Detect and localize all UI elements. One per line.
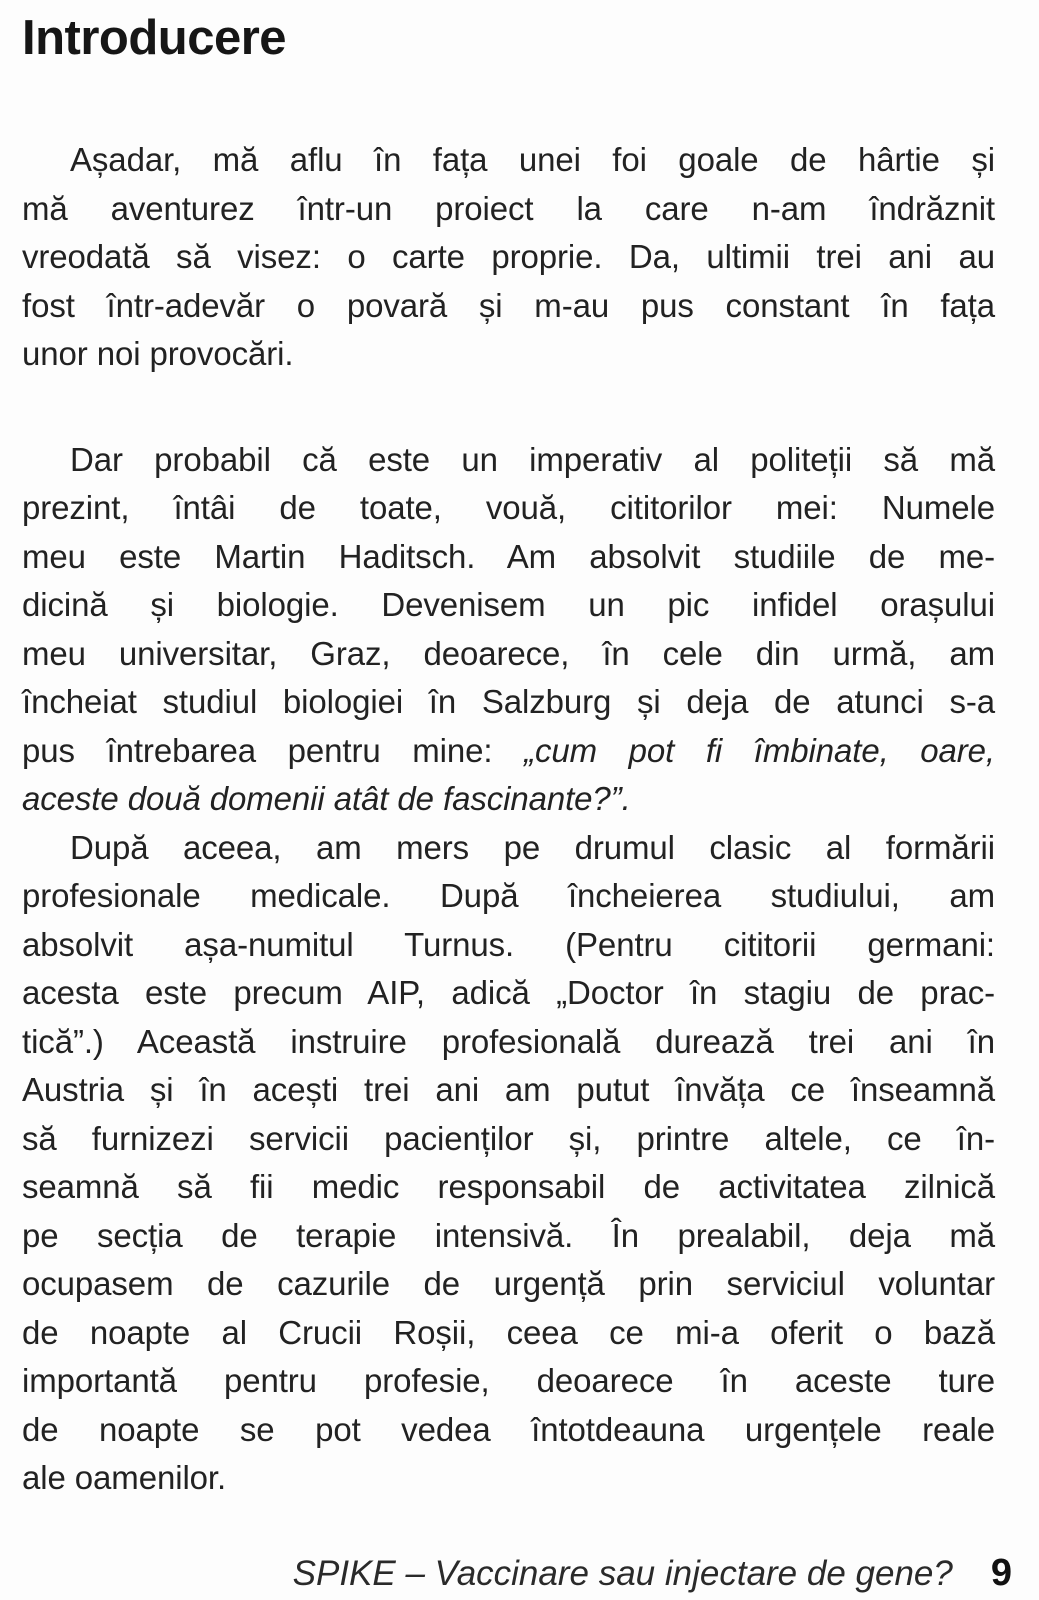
text-line <box>22 533 995 582</box>
text-segment: vreodată să visez: o carte proprie. Da, ultimii trei ani au <box>22 238 995 275</box>
text-line <box>22 581 995 630</box>
text-line <box>22 727 995 776</box>
text-segment: Așadar, mă aflu în fața unei foi goale de hârtie și <box>70 141 995 178</box>
text-line <box>22 1066 995 1115</box>
text-line <box>22 1212 995 1261</box>
text-line <box>22 921 995 970</box>
text-line <box>22 1357 995 1406</box>
text-segment: de noapte al Crucii Roșii, ceea ce mi-a oferit o bază <box>22 1313 995 1351</box>
text-line <box>22 1309 995 1358</box>
text-segment: prezint, întâi de toate, vouă, cititorilor mei: Numele <box>22 489 995 526</box>
text-line <box>22 678 995 727</box>
body-text <box>22 136 995 1503</box>
text-segment: ocupasem de cazurile de urgență prin serviciul voluntar <box>22 1265 995 1302</box>
text-segment: importantă pentru profesie, deoarece în aceste ture <box>22 1362 995 1399</box>
text-line <box>22 1454 995 1503</box>
paragraph <box>22 136 995 379</box>
text-line <box>22 775 995 824</box>
text-segment: tică”.) Această instruire profesională durează trei ani în <box>22 1022 995 1060</box>
text-segment: Dar probabil că este un imperativ al politeții să mă <box>70 440 995 478</box>
chapter-title: Introducere <box>22 11 287 65</box>
text-segment: ale oamenilor. <box>22 1459 227 1496</box>
text-line <box>22 233 995 282</box>
text-line <box>22 1406 995 1455</box>
text-segment: După aceea, am mers pe drumul clasic al formării <box>70 828 995 866</box>
text-segment: fost într-adevăr o povară și m-au pus constant în fața <box>22 286 995 324</box>
text-segment: absolvit așa-numitul Turnus. (Pentru cititorii germani: <box>22 925 995 963</box>
text-line <box>22 1115 995 1164</box>
text-segment: unor noi provocări. <box>22 335 294 372</box>
paragraph <box>22 824 995 1503</box>
text-segment: pe secția de terapie intensivă. În prealabil, deja mă <box>22 1216 995 1254</box>
text-line <box>22 630 995 679</box>
text-line <box>22 185 995 234</box>
text-line <box>22 824 995 873</box>
text-segment: meu este Martin Haditsch. Am absolvit studiile de me- <box>22 537 995 575</box>
text-line <box>22 1018 995 1067</box>
text-segment: să furnizezi servicii pacienților și, printre altele, ce în- <box>22 1119 995 1157</box>
text-segment: de noapte se pot vedea întotdeauna urgențele reale <box>22 1410 995 1448</box>
text-segment: Austria și în acești trei ani am putut învăța ce înseamnă <box>22 1071 995 1108</box>
italic-text-segment: „cum pot fi îmbinate, oare, <box>524 731 996 769</box>
text-segment: seamnă să fii medic responsabil de activitatea zilnică <box>22 1168 995 1205</box>
text-line <box>22 484 995 533</box>
text-segment: mă aventurez într-un proiect la care n-am îndrăznit <box>22 189 995 227</box>
text-line <box>22 282 995 331</box>
text-segment: acesta este precum AIP, adică „Doctor în stagiu de prac- <box>22 974 995 1011</box>
text-segment: profesionale medicale. După încheierea studiului, am <box>22 877 995 914</box>
text-line <box>22 436 995 485</box>
text-line <box>22 136 995 185</box>
text-line <box>22 330 995 379</box>
text-line <box>22 872 995 921</box>
text-line <box>22 969 995 1018</box>
text-segment: încheiat studiul biologiei în Salzburg și deja de atunci s-a <box>22 683 995 720</box>
page-footer <box>293 1552 1012 1595</box>
text-line <box>22 1260 995 1309</box>
text-segment: dicină și biologie. Devenisem un pic infidel orașului <box>22 586 995 623</box>
text-segment: pus întrebarea pentru mine: <box>22 731 525 769</box>
italic-text-segment: aceste două domenii atât de fascinante?”. <box>22 780 631 817</box>
text-line <box>22 1163 995 1212</box>
text-segment: meu universitar, Graz, deoarece, în cele din urmă, am <box>22 634 995 672</box>
page-number: 9 <box>990 1552 1012 1594</box>
running-title: SPIKE – Vaccinare sau injectare de gene? <box>292 1554 953 1593</box>
paragraph <box>22 436 995 824</box>
